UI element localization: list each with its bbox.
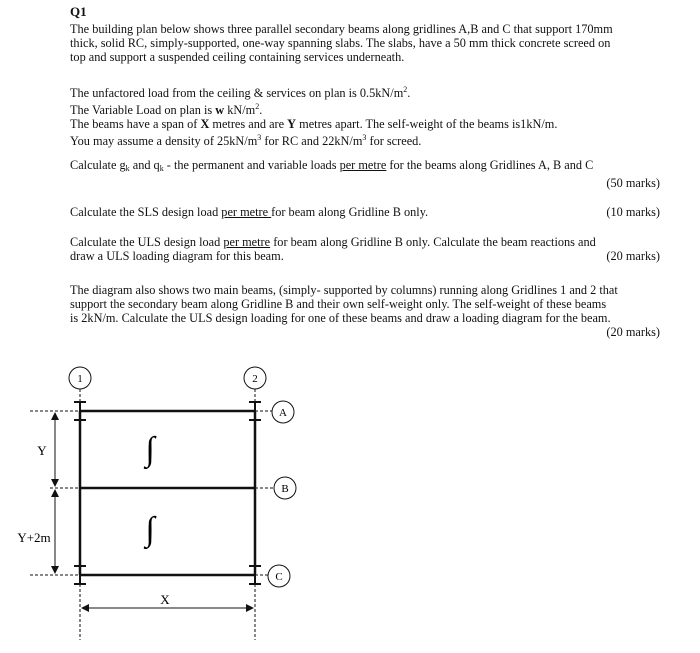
intro-line-2: thick, solid RC, simply-supported, one-way spanning slabs. The slabs, have a 50 mm thick concrete screed on [70,36,611,50]
dimension-y2-label: Y+2m [17,530,51,545]
dimension-x [82,592,253,608]
beams [80,411,255,575]
intro-line-1: The building plan below shows three parallel secondary beams along gridlines A,B and C that support 170mm [70,22,613,36]
dimension-x-label: X [160,592,170,607]
task-4-line-3: is 2kN/m. Calculate the ULS design loading for one of these beams and draw a loading diagram for the beam. [70,311,611,325]
question-title: Q1 [70,4,87,19]
span-line: The beams have a span of X metres and are Y metres apart. The self-weight of the beams is1kN/m. [70,117,558,131]
slab-span-symbol-bottom: ∫ [145,511,155,548]
gridline-1-label: 1 [77,373,83,385]
task-3-text: Calculate the ULS design load per metre for beam along Gridline B only. Calculate the beam reactions and [70,235,596,249]
dimension-y-label: Y [37,443,47,458]
slab-span-symbol-top: ∫ [145,431,155,468]
dimension-y [37,413,55,486]
task-2-marks: (10 marks) [606,205,660,219]
gridline-c-label: C [275,571,283,583]
task-3-line-2: draw a ULS loading diagram for this beam. (20 marks) [70,249,660,263]
gridline-a-label: A [279,407,287,419]
task-4-line-2: support the secondary beam along Gridline B and their own self-weight only. The self-weight of these beams [70,297,607,311]
intro-line-3: top and support a suspended ceiling containing services underneath. [70,50,405,64]
gridline-b-label: B [281,483,289,495]
ceiling-load-line: The unfactored load from the ceiling & services on plan is $0.5kN/m^2$. [70,85,411,100]
task-2-text: Calculate the SLS design load per metre for beam along Gridline B only. [70,205,429,219]
task-4-marks: (20 marks) [606,325,660,339]
gridline-2-label: 2 [252,373,258,385]
task-1-text: Calculate $g_k$ and $q_k$ - the permanent and variable loads per metre for the beams along Gridlines A, B and C [70,158,594,173]
density-line: You may assume a density of $25kN/m^3$ for RC and $22kN/m^3$ for screed. [70,133,422,148]
variable-load-line: The Variable Load on plan is w $kN/m^2$. [70,102,263,117]
dimension-y2 [17,490,55,573]
task-1-marks: (50 marks) [606,176,660,190]
columns [74,402,261,584]
task-4-line-1: The diagram also shows two main beams, (simply- supported by columns) running along Gridlines 1 and 2 that [70,283,618,297]
task-3-marks: (20 marks) [606,249,660,263]
